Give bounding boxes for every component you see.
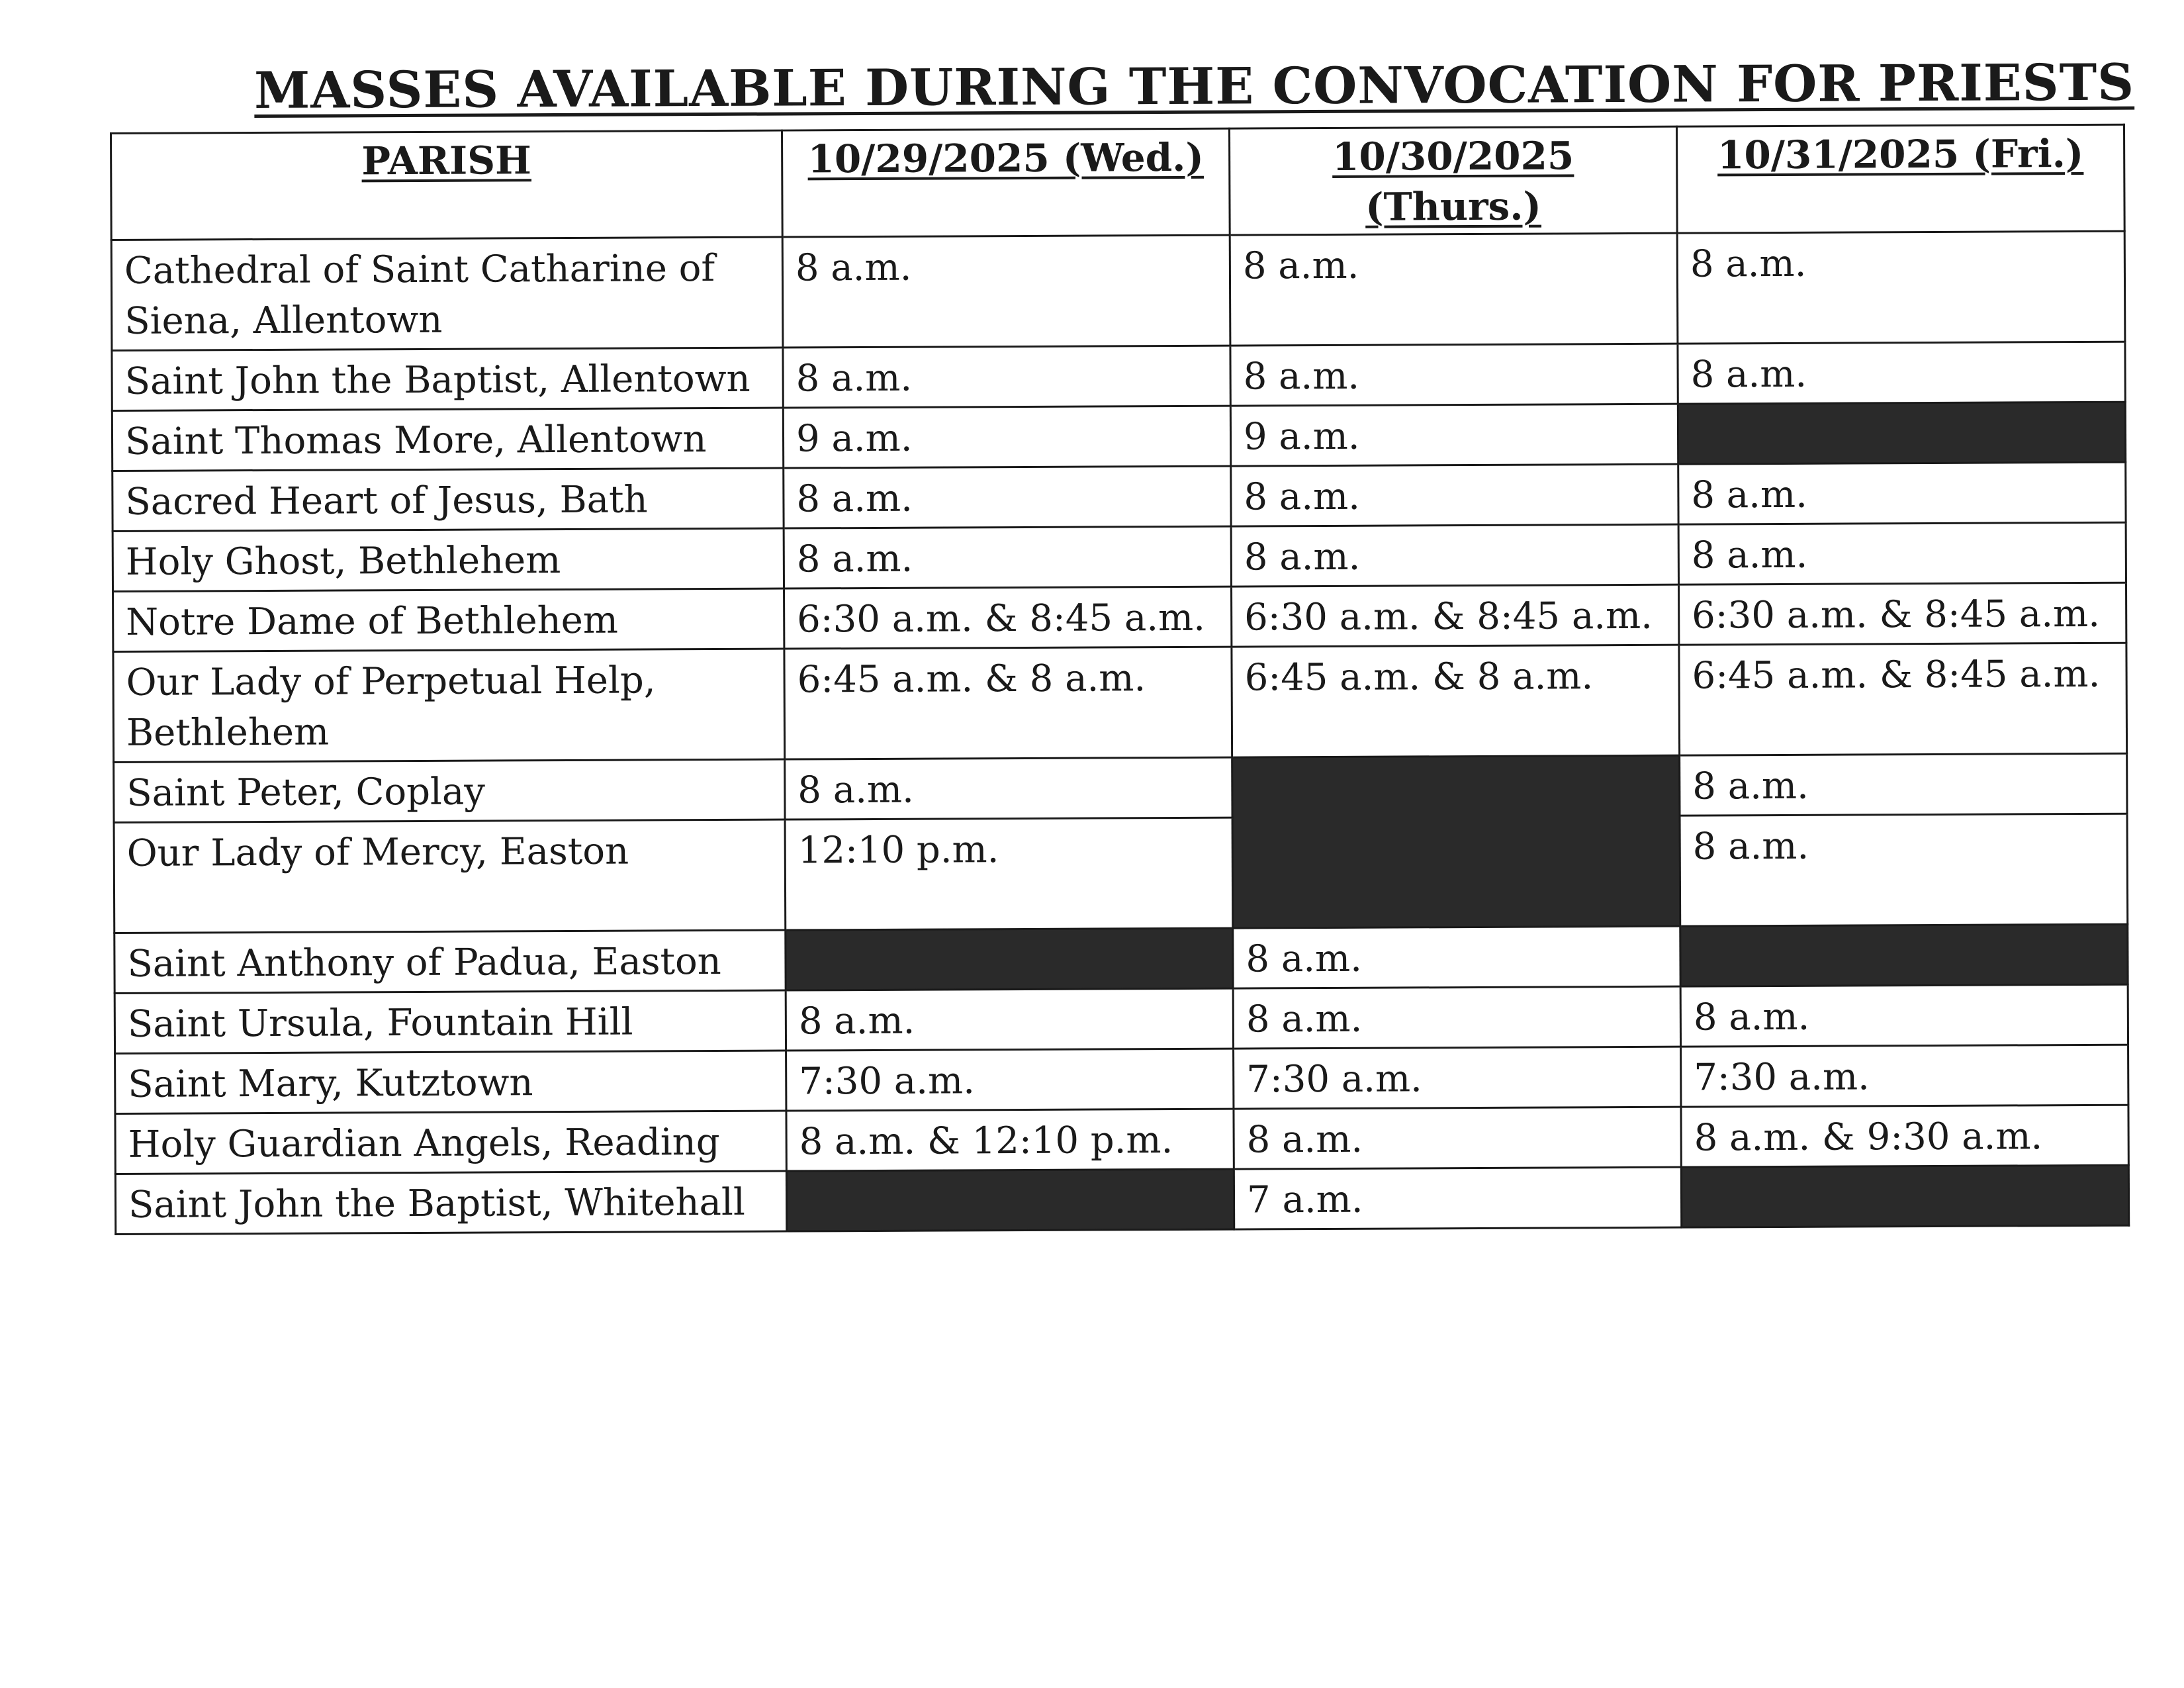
wed-cell: 6:45 a.m. & 8 a.m. [784, 647, 1232, 759]
mass-schedule-table [110, 124, 2130, 1235]
parish-cell: Saint Anthony of Padua, Easton [114, 930, 786, 993]
thu-cell: 8 a.m. [1233, 986, 1680, 1049]
thu-cell: 8 a.m. [1233, 926, 1680, 988]
parish-cell: Our Lady of Perpetual Help, Bethlehem [113, 649, 785, 762]
wed-cell: 8 a.m. & 12:10 p.m. [786, 1109, 1234, 1171]
header-friday: 10/31/2025 (Fri.) [1676, 124, 2124, 233]
parish-cell: Saint Mary, Kutztown [115, 1051, 786, 1113]
wed-cell: 6:30 a.m. & 8:45 a.m. [784, 586, 1232, 649]
thu-cell: 8 a.m. [1234, 1107, 1681, 1169]
fri-cell: 8 a.m. [1678, 342, 2125, 404]
wed-cell: 8 a.m. [783, 346, 1230, 408]
parish-cell: Cathedral of Saint Catharine of Siena, Allentown [111, 237, 783, 350]
header-row [111, 124, 2125, 240]
wed-cell: 8 a.m. [785, 757, 1232, 820]
thu-cell: 8 a.m. [1230, 233, 1678, 346]
thu-cell: 6:30 a.m. & 8:45 a.m. [1232, 585, 1679, 647]
header-wednesday: 10/29/2025 (Wed.) [782, 128, 1230, 237]
parish-cell: Saint Peter, Coplay [114, 759, 785, 822]
table-row [113, 643, 2127, 762]
fri-cell: 8 a.m. [1678, 522, 2126, 585]
parish-cell: Saint Thomas More, Allentown [112, 408, 783, 471]
no-mass-cell [1680, 924, 2128, 986]
wed-cell: 7:30 a.m. [786, 1049, 1234, 1111]
table-row [113, 583, 2126, 651]
fri-cell: 8 a.m. [1680, 984, 2128, 1047]
thu-cell: 6:45 a.m. & 8 a.m. [1232, 645, 1680, 757]
parish-cell: Saint John the Baptist, Whitehall [115, 1171, 786, 1234]
wed-cell: 12:10 p.m. [785, 818, 1233, 930]
fri-cell: 6:30 a.m. & 8:45 a.m. [1679, 583, 2126, 645]
fri-cell: 7:30 a.m. [1681, 1045, 2128, 1107]
table-row [112, 342, 2125, 410]
fri-cell: 8 a.m. [1677, 231, 2125, 344]
table-row [115, 1045, 2128, 1113]
parish-cell: Saint Ursula, Fountain Hill [114, 990, 786, 1053]
table-row [112, 402, 2125, 471]
wed-cell: 8 a.m. [782, 235, 1230, 348]
table-row [114, 753, 2127, 822]
parish-cell: Saint John the Baptist, Allentown [112, 348, 783, 410]
fri-cell: 8 a.m. [1680, 753, 2127, 816]
page-title: MASSES AVAILABLE DURING THE CONVOCATION FOR PRIESTS [254, 52, 2135, 120]
header-thursday: 10/30/2025 (Thurs.) [1229, 126, 1677, 235]
fri-cell: 6:45 a.m. & 8:45 a.m. [1679, 643, 2127, 755]
fri-cell: 8 a.m. & 9:30 a.m. [1681, 1105, 2128, 1167]
no-mass-cell [1681, 1165, 2128, 1227]
parish-cell: Sacred Heart of Jesus, Bath [113, 468, 784, 531]
thu-cell: 9 a.m. [1230, 404, 1678, 466]
no-mass-cell [786, 928, 1233, 990]
thu-cell: 8 a.m. [1230, 344, 1678, 406]
table-row [113, 462, 2126, 531]
table-row [111, 231, 2125, 350]
fri-cell: 8 a.m. [1680, 814, 2128, 926]
parish-cell: Holy Guardian Angels, Reading [115, 1111, 786, 1174]
table-row [113, 522, 2126, 591]
wed-cell: 8 a.m. [784, 466, 1231, 528]
no-mass-cell [1678, 402, 2125, 464]
wed-cell: 8 a.m. [784, 526, 1231, 588]
no-mass-cell [786, 1169, 1234, 1231]
table-row [114, 924, 2128, 993]
table-row [114, 984, 2128, 1053]
thu-cell: 8 a.m. [1231, 524, 1678, 586]
table-row [115, 1105, 2128, 1174]
table-row [114, 814, 2128, 933]
parish-cell: Notre Dame of Bethlehem [113, 588, 784, 651]
table-row [115, 1165, 2128, 1234]
parish-cell: Our Lady of Mercy, Easton [114, 820, 786, 933]
parish-cell: Holy Ghost, Bethlehem [113, 528, 784, 591]
wed-cell: 8 a.m. [786, 988, 1233, 1051]
thu-cell: 7:30 a.m. [1234, 1047, 1681, 1109]
thu-cell: 7 a.m. [1234, 1167, 1681, 1229]
fri-cell: 8 a.m. [1678, 462, 2126, 524]
wed-cell: 9 a.m. [783, 406, 1230, 468]
no-mass-cell [1232, 755, 1680, 928]
header-parish: PARISH [111, 130, 783, 240]
thu-cell: 8 a.m. [1231, 464, 1678, 526]
